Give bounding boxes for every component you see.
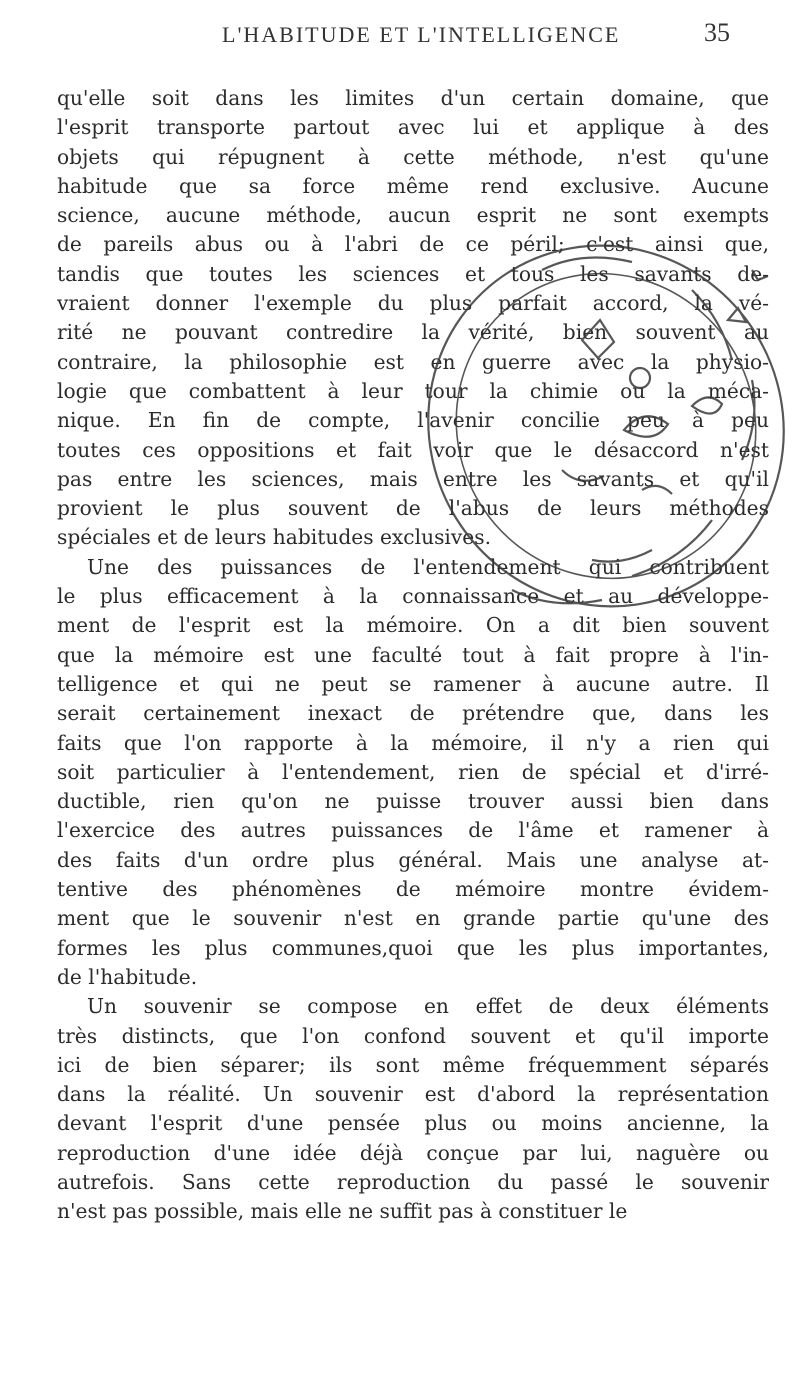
text-line: rité ne pouvant contredire la vérité, bien souvent au — [57, 320, 769, 345]
text-line: qu'elle soit dans les limites d'un certain domaine, que — [57, 86, 769, 110]
text-line: ment que le souvenir n'est en grande partie qu'une des — [57, 906, 769, 931]
text-line: telligence et qui ne peut se ramener à aucune autre. Il — [57, 671, 769, 696]
text-line: nique. En fin de compte, l'avenir concilie peu à peu — [57, 408, 769, 433]
text-line: contraire, la philosophie est en guerre avec la physio- — [57, 349, 769, 374]
text-line: habitude que sa force même rend exclusive. Aucune — [57, 173, 769, 198]
text-line: toutes ces oppositions et fait voir que le désaccord n'est — [57, 437, 769, 462]
text-line: le plus efficacement à la connaissance et au développe- — [57, 584, 769, 609]
text-line: devant l'esprit d'une pensée plus ou moins ancienne, la — [57, 1111, 769, 1136]
text-line: science, aucune méthode, aucun esprit ne sont exempts — [57, 203, 769, 228]
text-line: logie que combattent à leur tour la chimie ou la méca- — [57, 378, 769, 403]
running-head-title: L'HABITUDE ET L'INTELLIGENCE — [222, 22, 621, 47]
running-head — [0, 18, 800, 58]
text-line: ment de l'esprit est la mémoire. On a dit bien souvent — [57, 613, 769, 638]
text-line: ici de bien séparer; ils sont même fréquemment séparés — [57, 1052, 769, 1077]
text-line: des faits d'un ordre plus général. Mais une analyse at- — [57, 847, 769, 872]
text-line: objets qui répugnent à cette méthode, n'est qu'une — [57, 144, 769, 169]
text-line: de l'habitude. — [57, 964, 198, 989]
text-line: autrefois. Sans cette reproduction du passé le souvenir — [57, 1169, 769, 1194]
text-line: faits que l'on rapporte à la mémoire, il n'y a rien qui — [57, 730, 769, 755]
text-line: l'esprit transporte partout avec lui et applique à des — [57, 115, 769, 140]
text-line: de pareils abus ou à l'abri de ce péril; c'est ainsi que, — [57, 232, 769, 257]
text-line: reproduction d'une idée déjà conçue par lui, naguère ou — [57, 1140, 769, 1165]
text-line: l'exercice des autres puissances de l'âme et ramener à — [57, 818, 769, 843]
text-line: soit particulier à l'entendement, rien de spécial et d'irré- — [57, 759, 769, 784]
text-line: formes les plus communes,quoi que les plus importantes, — [57, 935, 769, 960]
text-line: tentive des phénomènes de mémoire montre évidem- — [57, 877, 769, 902]
page-number: 35 — [704, 18, 730, 47]
text-line: provient le plus souvent de l'abus de leurs méthodes — [57, 496, 769, 521]
text-line: spéciales et de leurs habitudes exclusives. — [57, 525, 492, 550]
text-line: très distincts, que l'on confond souvent et qu'il importe — [57, 1023, 769, 1048]
text-line: pas entre les sciences, mais entre les savants et qu'il — [57, 466, 769, 491]
text-line: n'est pas possible, mais elle ne suffit pas à constituer le — [57, 1199, 628, 1224]
text-line: Une des puissances de l'entendement qui contribuent — [87, 554, 769, 579]
text-line: Un souvenir se compose en effet de deux éléments — [87, 994, 769, 1019]
text-line: que la mémoire est une faculté tout à fait propre à l'in- — [57, 642, 769, 667]
text-line: dans la réalité. Un souvenir est d'abord la représentation — [57, 1082, 769, 1107]
text-line: tandis que toutes les sciences et tous les savants de- — [57, 261, 769, 286]
text-line: serait certainement inexact de prétendre que, dans les — [57, 701, 769, 726]
body-text — [57, 84, 769, 1227]
text-line: vraient donner l'exemple du plus parfait accord, la vé- — [57, 291, 769, 316]
text-line: ductible, rien qu'on ne puisse trouver aussi bien dans — [57, 789, 769, 814]
